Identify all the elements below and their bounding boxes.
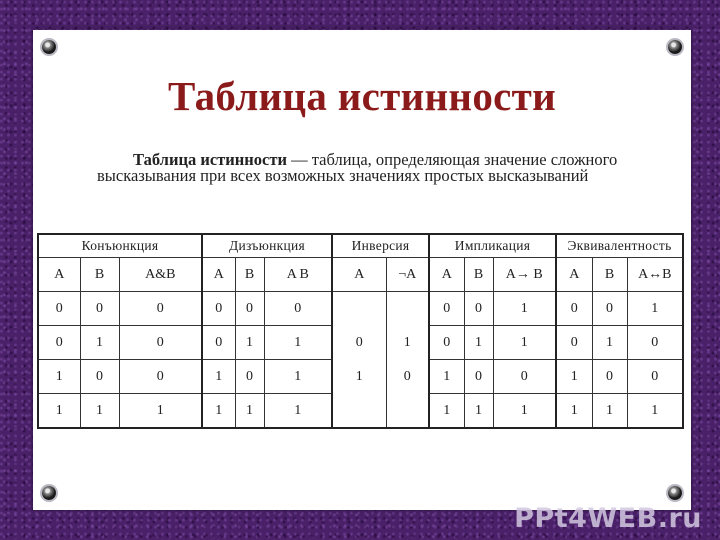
table-cell: 1: [80, 326, 119, 360]
table-cell: 1: [119, 394, 202, 429]
table-cell: 1: [264, 360, 332, 394]
pin-icon-bottom-right: [668, 486, 682, 500]
col-header: B: [80, 258, 119, 292]
group-header-inversion: Инверсия: [332, 234, 429, 258]
table-cell: 1: [592, 326, 627, 360]
table-cell: 0: [119, 326, 202, 360]
table-row: [38, 292, 683, 326]
description-text: — таблица, определяющая значение сложного высказывания при всех возможных значениях простых высказываний: [97, 150, 618, 185]
table-cell: 0: [464, 292, 493, 326]
table-cell: 0: [429, 292, 464, 326]
table-cell: 1: [202, 394, 235, 429]
table-cell: 1: [556, 360, 592, 394]
pin-icon-top-right: [668, 40, 682, 54]
table-cell: 0: [556, 292, 592, 326]
table-cell: 1: [429, 360, 464, 394]
table-cell: 0: [493, 360, 556, 394]
table-cell: 1: [627, 394, 683, 429]
slide-title: Таблица истинности: [168, 73, 556, 119]
table-cell: 1: [264, 326, 332, 360]
table-row: [38, 360, 683, 394]
table-cell: 1: [493, 394, 556, 429]
group-header-conjunction: Конъюнкция: [38, 234, 202, 258]
table-cell: 1: [493, 326, 556, 360]
pin-icon-bottom-left: [42, 486, 56, 500]
table-cell: 0: [332, 326, 386, 360]
table-cell: 1: [80, 394, 119, 429]
table-cell-empty: [332, 394, 386, 429]
table-cell: 1: [464, 394, 493, 429]
table-cell: 1: [429, 394, 464, 429]
table-cell: 0: [235, 360, 264, 394]
table-cell: 1: [38, 394, 80, 429]
table-cell: 1: [464, 326, 493, 360]
table-cell: 0: [627, 360, 683, 394]
table-cell: 0: [235, 292, 264, 326]
col-header: A: [556, 258, 592, 292]
col-header: A: [202, 258, 235, 292]
group-header-disjunction: Дизъюнкция: [202, 234, 332, 258]
table-cell: 0: [202, 292, 235, 326]
col-header: A: [38, 258, 80, 292]
table-row: [38, 394, 683, 429]
col-header: ¬A: [386, 258, 429, 292]
table-cell: 0: [592, 292, 627, 326]
table-cell: 0: [592, 360, 627, 394]
table-cell-empty: [332, 292, 386, 326]
col-header: A↔B: [627, 258, 683, 292]
truth-table: [37, 233, 684, 429]
col-header: A: [332, 258, 386, 292]
table-cell: 0: [386, 360, 429, 394]
column-header-row: [38, 258, 683, 292]
table-cell-empty: [386, 292, 429, 326]
table-cell: 0: [119, 292, 202, 326]
table-cell: 0: [627, 326, 683, 360]
site-watermark: PPt4WEB.ru: [514, 503, 702, 534]
col-header: B: [592, 258, 627, 292]
table-cell: 0: [556, 326, 592, 360]
table-row: [38, 326, 683, 360]
pin-icon-top-left: [42, 40, 56, 54]
table-cell: 1: [627, 292, 683, 326]
table-cell: 0: [38, 292, 80, 326]
table-cell: 0: [119, 360, 202, 394]
col-header: B: [235, 258, 264, 292]
group-header-equivalence: Эквивалентность: [556, 234, 683, 258]
table-cell-empty: [386, 394, 429, 429]
table-cell: 1: [235, 394, 264, 429]
col-header: A→ B: [493, 258, 556, 292]
table-cell: 1: [332, 360, 386, 394]
table-cell: 1: [592, 394, 627, 429]
table-cell: 1: [264, 394, 332, 429]
col-header: A B: [264, 258, 332, 292]
col-header: A&B: [119, 258, 202, 292]
slide-description: [97, 152, 687, 184]
description-term: Таблица истинности: [133, 150, 287, 169]
col-header: B: [464, 258, 493, 292]
table-cell: 0: [264, 292, 332, 326]
table-cell: 0: [38, 326, 80, 360]
table-cell: 0: [80, 292, 119, 326]
group-header-implication: Импликация: [429, 234, 556, 258]
table-cell: 0: [429, 326, 464, 360]
table-cell: 1: [493, 292, 556, 326]
table-cell: 1: [556, 394, 592, 429]
table-cell: 0: [202, 326, 235, 360]
table-cell: 0: [80, 360, 119, 394]
group-header-row: [38, 234, 683, 258]
table-cell: 1: [235, 326, 264, 360]
slide-card: [33, 30, 691, 510]
col-header: A: [429, 258, 464, 292]
table-cell: 1: [386, 326, 429, 360]
table-cell: 0: [464, 360, 493, 394]
table-cell: 1: [202, 360, 235, 394]
table-cell: 1: [38, 360, 80, 394]
